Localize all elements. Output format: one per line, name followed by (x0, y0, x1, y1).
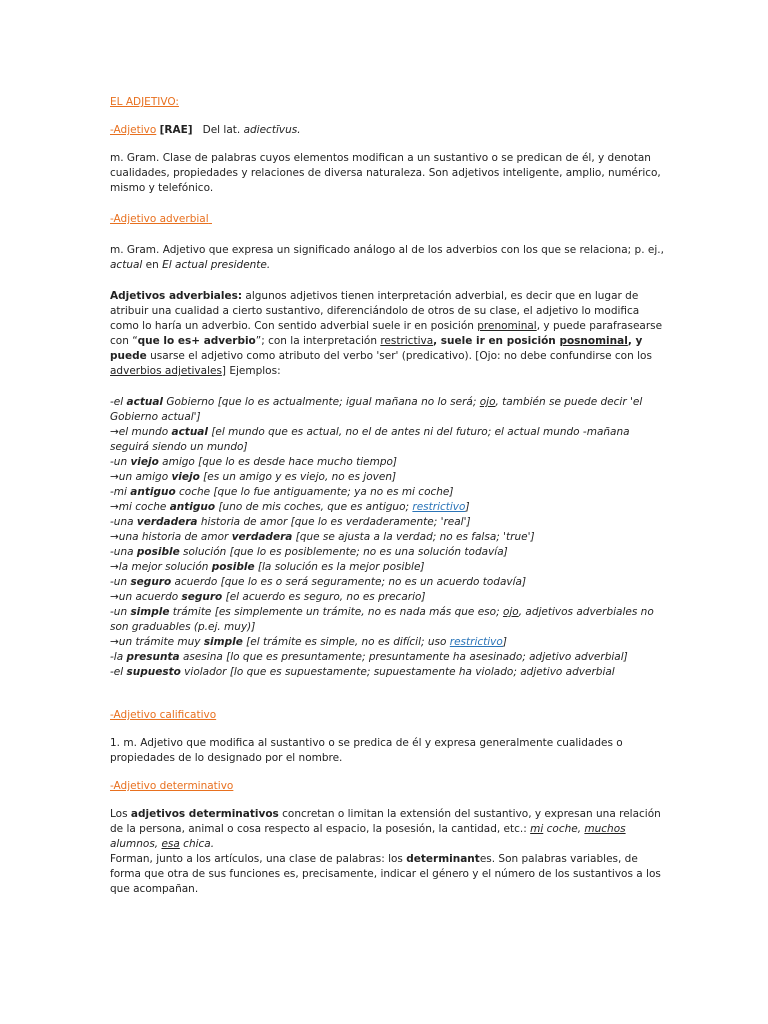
example-line: -un viejo amigo [que lo es desde hace mucho tiempo] (110, 456, 398, 468)
origin-prefix: Del lat. (202, 124, 241, 136)
example-line: -una posible solución [que lo es posiblemente; no es una solución todavía] (110, 546, 508, 558)
section-heading-adjetivo-determinativo[interactable]: -Adjetivo determinativo (110, 780, 234, 792)
rae-tag: [RAE] (159, 124, 193, 136)
example-line: -un seguro acuerdo [que lo es o será seguramente; no es un acuerdo todavía] (110, 576, 527, 588)
restrictivo-link[interactable]: restrictivo (449, 636, 503, 648)
example-line: →un trámite muy simple [el trámite es simple, no es difícil; uso restrictivo] (110, 636, 507, 648)
example-line: →un amigo viejo [es un amigo y es viejo, no es joven] (110, 471, 397, 483)
restrictivo-link[interactable]: restrictivo (412, 501, 466, 513)
section-heading-adjetivo-calificativo[interactable]: -Adjetivo calificativo (110, 709, 217, 721)
example-line: →la mejor solución posible [la solución es la mejor posible] (110, 561, 425, 573)
example-line: →mi coche antiguo [uno de mis coches, que es antiguo; restrictivo] (110, 501, 470, 513)
example-line: -el actual Gobierno [que lo es actualmente; igual mañana no lo será; ojo, también se puede decir 'el Gobierno actual'] (110, 396, 643, 423)
adjetivos-adverbiales-paragraph: Adjetivos adverbiales: algunos adjetivos tienen interpretación adverbial, es decir que en lugar de atribuir una cualidad a cierto sustantivo, diferenciándolo de otros de su clase, el adjetivo lo modifica como lo haría un adverbio. Con sentido adverbial suele ir en posición prenominal, y puede parafrasearse con “que lo es+ adverbio”; con la interpretación restrictiva, suele ir en posición posnominal, y puede usarse el adjetivo como atributo del verbo 'ser' (predicativo). [Ojo: no debe confundirse con los adverbios adjetivales] Ejemplos: (110, 290, 663, 377)
adjetivo-calificativo-definition: 1. m. Adjetivo que modifica al sustantivo o se predica de él y expresa generalmente cualidades o propiedades de lo designado por el nombre. (110, 737, 623, 764)
example-line: -un simple trámite [es simplemente un trámite, no es nada más que eso; ojo, adjetivos adverbiales no son graduables (p.ej. muy)] (110, 606, 654, 633)
section-heading-adjetivo[interactable]: -Adjetivo (110, 124, 157, 136)
example-line: -el supuesto violador [lo que es supuestamente; supuestamente ha violado; adjetivo adverbial (110, 666, 615, 678)
document-title: EL ADJETIVO: (110, 96, 179, 108)
section-adjetivo-header (110, 123, 668, 138)
adjetivo-determinativo-paragraph-2: Forman, junto a los artículos, una clase de palabras: los determinantes. Son palabras variables, de forma que otra de sus funciones es, precisamente, indicar el género y el número de los sustantivos a los que acompañan. (110, 853, 661, 895)
adjetivo-definition: m. Gram. Clase de palabras cuyos elementos modifican a un sustantivo o se predican de él, y denotan cualidades, propiedades y relaciones de diversa naturaleza. Son adjetivos inteligente, amplio, numérico, mismo y telefónico. (110, 152, 661, 194)
example-line: →un acuerdo seguro [el acuerdo es seguro, no es precario] (110, 591, 426, 603)
section-heading-adjetivo-adverbial[interactable]: -Adjetivo adverbial (110, 213, 209, 225)
examples-list (110, 395, 668, 680)
example-line: -mi antiguo coche [que lo fue antiguamente; ya no es mi coche] (110, 486, 454, 498)
example-line: →una historia de amor verdadera [que se ajusta a la verdad; no es falsa; 'true'] (110, 531, 535, 543)
origin-word: adiectīvus. (243, 124, 301, 136)
example-line: →el mundo actual [el mundo que es actual, no el de antes ni del futuro; el actual mundo -mañana seguirá siendo un mundo] (110, 426, 630, 453)
example-line: -la presunta asesina [lo que es presuntamente; presuntamente ha asesinado; adjetivo adverbial] (110, 651, 628, 663)
adjetivo-determinativo-paragraph-1: Los adjetivos determinativos concretan o limitan la extensión del sustantivo, y expresan una relación de la persona, animal o cosa respecto al espacio, la posesión, la cantidad, etc.: mi coche, muchos alumnos, esa chica. (110, 808, 661, 850)
example-line: -una verdadera historia de amor [que lo es verdaderamente; 'real'] (110, 516, 471, 528)
adjetivo-adverbial-definition: m. Gram. Adjetivo que expresa un significado análogo al de los adverbios con los que se relaciona; p. ej., actual en El actual presidente. (110, 244, 664, 271)
